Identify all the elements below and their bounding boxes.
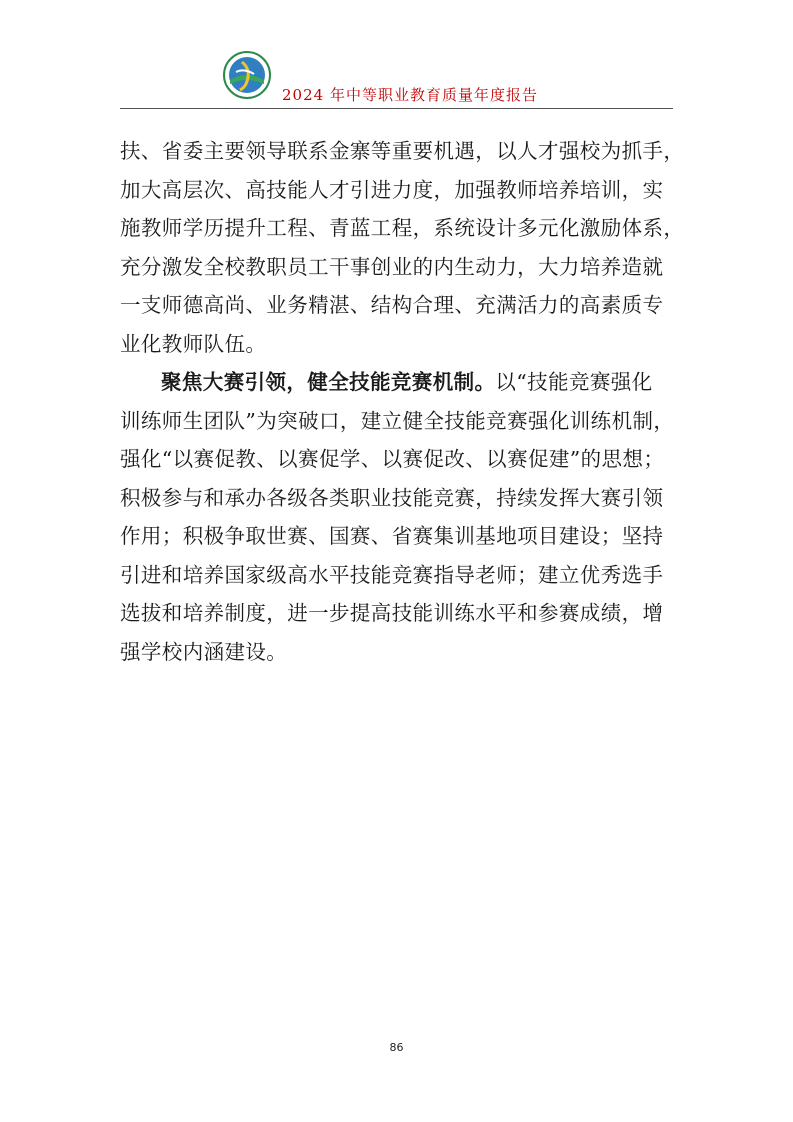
text-line: 一支师德高尚、业务精湛、结构合理、充满活力的高素质专 (120, 293, 664, 317)
text-line: 选拔和培养制度，进一步提高技能训练水平和参赛成绩，增 (120, 601, 664, 625)
text-line: 扶、省委主要领导联系金寨等重要机遇，以人才强校为抓手， (120, 139, 685, 163)
text-line: 强学校内涵建设。 (120, 639, 288, 664)
text-line: 引进和培养国家级高水平技能竞赛指导老师；建立优秀选手 (120, 562, 664, 587)
text-line: 训练师生团队”为突破口，建立健全技能竞赛强化训练机制， (120, 408, 675, 433)
report-title: 2024 年中等职业教育质量年度报告 (282, 86, 538, 104)
text-line: 充分激发全校教职员工干事创业的内生动力，大力培养造就 (120, 254, 664, 279)
paragraph-skills-competition (120, 363, 673, 671)
header-divider (120, 108, 673, 109)
text-run: 以“技能竞赛强化 (495, 370, 653, 394)
paragraph-heading: 聚焦大赛引领，健全技能竞赛机制。 (161, 370, 496, 394)
text-line: 业化教师队伍。 (120, 331, 267, 356)
page-header (0, 0, 793, 112)
paragraph-teacher-development (120, 132, 685, 363)
page-number: 86 (389, 1041, 404, 1054)
text-line: 施教师学历提升工程、青蓝工程，系统设计多元化激励体系， (120, 216, 685, 240)
document-body (120, 132, 685, 671)
text-line (120, 363, 673, 402)
text-line: 强化“以赛促教、以赛促学、以赛促改、以赛促建”的思想； (120, 447, 665, 471)
school-emblem-icon (222, 50, 272, 100)
text-line: 加大高层次、高技能人才引进力度，加强教师培养培训，实 (120, 177, 664, 202)
text-line: 作用；积极争取世赛、国赛、省赛集训基地项目建设；坚持 (120, 524, 664, 548)
text-line: 积极参与和承办各级各类职业技能竞赛，持续发挥大赛引领 (120, 485, 664, 510)
